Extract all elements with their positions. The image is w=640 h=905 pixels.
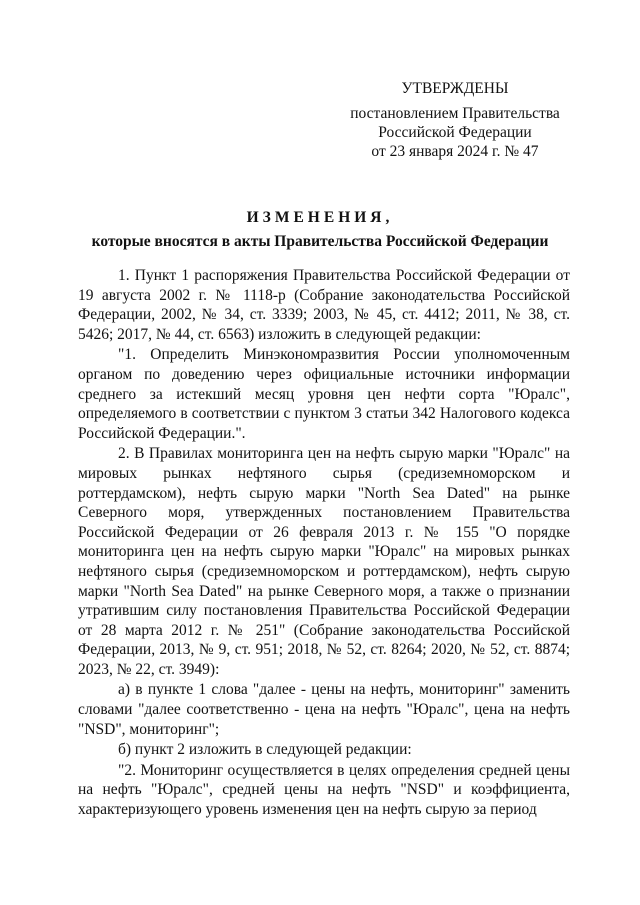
paragraph: б) пункт 2 изложить в следующей редакции:: [118, 741, 412, 759]
paragraph: 2. В Правилах мониторинга цен на нефть сырую марки "Юралс" на мировых рынках нефтяного сырья (средиземноморском и роттердамском), нефть сырую марки "North Sea Dated" на рынке Северного моря, утвержденных постановлением Правительства Российской Федерации от 26 февраля 2013 г. № 155 "О порядке мониторинга цен на нефть сырую марки "Юралс" на мировых рынках нефтяного сырья (средиземноморском и роттердамском), нефть сырую марки "North Sea Dated" на рынке Северного моря, а также о признании утратившим силу постановления Правительства Российской Федерации от 28 марта 2012 г. № 251" (Собрание законодательства Российской Федерации, 2013, № 9, ст. 951; 2018, № 52, ст. 8264; 2020, № 52, ст. 8874; 2023, № 22, ст. 3949):: [78, 445, 570, 678]
approval-heading: УТВЕРЖДЕНЫ: [401, 80, 509, 97]
approval-block: [340, 79, 570, 161]
approval-line: от 23 января 2024 г. № 47: [371, 143, 539, 160]
document-subtitle: которые вносятся в акты Правительства Российской Федерации: [91, 233, 549, 250]
paragraph: "1. Определить Минэкономразвития России уполномоченным органом по доведению через официальные источники информации среднего за истекший месяц уровня цен нефти сорта "Юралс", определяемого в соответствии с пунктом 3 статьи 342 Налогового кодекса Российской Федерации.".: [78, 346, 570, 442]
paragraph: а) в пункте 1 слова "далее - цены на нефть, мониторинг" заменить словами "далее соответственно - цена на нефть "Юралс", цена на нефть "NSD", мониторинг";: [78, 681, 570, 738]
document-body: [78, 266, 570, 820]
document-title: ИЗМЕНЕНИЯ,: [246, 209, 394, 226]
paragraph: "2. Мониторинг осуществляется в целях определения средней цены на нефть "Юралс", средней цены на нефть "NSD" и коэффициента, характеризующего уровень изменения цен на нефть сырую за период: [78, 761, 570, 819]
paragraph: 1. Пункт 1 распоряжения Правительства Российской Федерации от 19 августа 2002 г. № 1118-р (Собрание законодательства Российской Федерации, 2002, № 34, ст. 3339; 2003, № 45, ст. 4412; 2011, № 38, ст. 5426; 2017, № 44, ст. 6563) изложить в следующей редакции:: [78, 267, 570, 343]
approval-line: Российской Федерации: [378, 124, 532, 141]
approval-line: постановлением Правительства: [350, 105, 560, 122]
